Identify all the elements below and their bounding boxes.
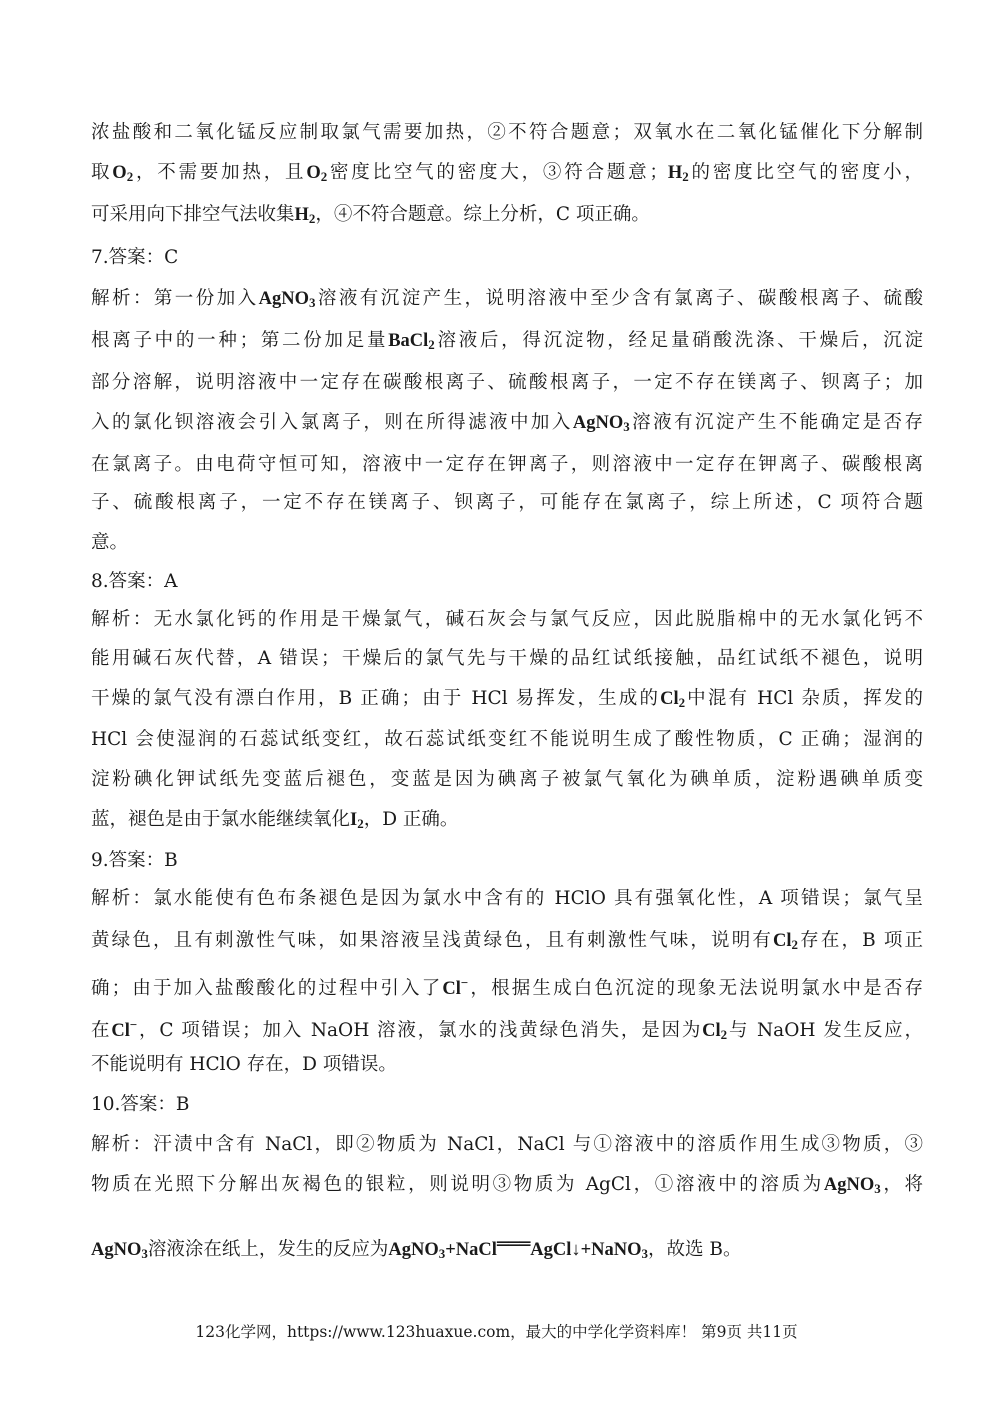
text-run: 确；由于加入盐酸酸化的过程中引入了: [91, 978, 443, 999]
formula-superscript: −: [129, 1017, 138, 1032]
chemical-formula: [530, 1240, 648, 1260]
text-run: ，根据生成白色沉淀的现象无法说明氯水中是否存: [468, 978, 923, 999]
formula-main: Cl: [773, 931, 792, 951]
formula-subscript: 2: [308, 211, 316, 226]
text-run: 浓盐酸和二氧化锰反应制取氯气需要加热，②不符合题意；双氧水在二氧化锰催化下分解制: [91, 122, 923, 143]
text-run: 解析：汗渍中含有 NaCl，即②物质为 NaCl，NaCl 与①溶液中的溶质作用生成③物质，③: [91, 1134, 923, 1155]
text-line: [91, 203, 923, 231]
text-run: 意。: [91, 532, 129, 553]
text-line: [91, 647, 923, 671]
text-run: 能用碱石灰代替，A 错误；干燥后的氯气先与干燥的品红试纸接触，品红试纸不褪色，说明: [91, 648, 923, 669]
chemical-formula: [350, 810, 364, 830]
formula-subscript: 2: [720, 1027, 728, 1042]
text-run: 子、硫酸根离子，一定不存在镁离子、钡离子，可能存在氯离子，综上所述，C 项符合题: [91, 492, 923, 513]
text-run: 部分溶解，说明溶液中一定存在碳酸根离子、硫酸根离子，一定不存在镁离子、钡离子；加: [91, 372, 923, 393]
text-run: 解析：无水氯化钙的作用是干燥氯气，碱石灰会与氯气反应，因此脱脂棉中的无水氯化钙不: [91, 609, 923, 630]
text-run: ，故选 B。: [648, 1239, 742, 1260]
formula-main: H: [294, 205, 309, 225]
text-run: 溶液有沉淀产生不能确定是否存: [629, 412, 923, 433]
text-run: 溶液涂在纸上，发生的反应为: [147, 1239, 389, 1260]
text-line: [91, 1093, 923, 1117]
text-run: 解析：氯水能使有色布条褪色是因为氯水中含有的 HClO 具有强氧化性，A 项错误；氯气呈: [91, 888, 923, 909]
formula-main: +NaCl: [445, 1240, 497, 1260]
text-line: [91, 531, 923, 555]
text-line: [91, 608, 923, 632]
formula-subscript: 3: [623, 419, 630, 434]
formula-main: Cl: [702, 1021, 721, 1041]
text-run: HCl 会使湿润的石蕊试纸变红，故石蕊试纸变红不能说明生成了酸性物质，C 正确；湿润的: [91, 729, 923, 750]
text-run: 密度比空气的密度大，③符合题意；: [327, 162, 668, 183]
text-run: 不能说明有 HClO 存在，D 项错误。: [91, 1054, 397, 1075]
chemical-formula: [112, 163, 133, 183]
chemical-formula: [773, 931, 798, 951]
text-run: 10.答案：B: [91, 1094, 190, 1115]
text-run: 在氯离子。由电荷守恒可知，溶液中一定存在钾离子，则溶液中一定存在钾离子、碳酸根离: [91, 454, 923, 475]
text-run: ，不需要加热，且: [133, 162, 307, 183]
text-run: 可采用向下排空气法收集: [91, 204, 295, 225]
text-run: ，C 项错误；加入 NaOH 溶液，氯水的浅黄绿色消失，是因为: [137, 1020, 703, 1041]
text-run: 存在，B 项正: [798, 930, 923, 951]
text-line: [91, 121, 923, 145]
formula-subscript: 3: [141, 1246, 148, 1261]
formula-subscript: 2: [428, 337, 435, 352]
chemical-formula: [295, 205, 316, 225]
formula-subscript: 2: [678, 695, 686, 710]
text-run: 干燥的氯气没有漂白作用，B 正确；由于 HCl 易挥发，生成的: [91, 688, 661, 709]
chemical-formula: [668, 163, 689, 183]
text-line: [91, 161, 923, 189]
text-run: 的密度比空气的密度小，: [688, 162, 923, 183]
formula-main: H: [667, 163, 683, 183]
text-line: [91, 1133, 923, 1157]
text-run: 中混有 HCl 杂质，挥发的: [685, 688, 923, 709]
text-run: 溶液后，得沉淀物，经足量硝酸洗涤、干燥后，沉淀: [434, 330, 923, 351]
text-line: [91, 687, 923, 715]
text-line: [91, 1013, 923, 1047]
chemical-formula: [91, 1240, 148, 1260]
text-line: [91, 287, 923, 315]
text-run: 与 NaOH 发生反应，: [727, 1020, 923, 1041]
text-line: [91, 1173, 923, 1201]
text-run: 9.答案：B: [91, 850, 178, 871]
formula-main: I: [350, 810, 358, 830]
chemical-formula: [306, 163, 327, 183]
chemical-formula: [445, 1240, 497, 1260]
text-line: [91, 929, 923, 957]
chemical-formula: [388, 1240, 445, 1260]
formula-main: Cl: [660, 689, 679, 709]
text-run: ，D 正确。: [363, 809, 459, 830]
text-line: [91, 728, 923, 752]
chemical-formula: [111, 1017, 138, 1041]
text-line: [91, 453, 923, 477]
formula-main: Cl: [111, 1021, 130, 1041]
formula-main: O: [112, 163, 127, 183]
text-line: [91, 808, 923, 836]
text-line: [91, 768, 923, 792]
formula-main: BaCl: [388, 331, 429, 351]
formula-main: Cl: [442, 979, 461, 999]
formula-main: AgNO: [388, 1240, 439, 1260]
formula-main: AgNO: [91, 1240, 142, 1260]
text-line: [91, 570, 923, 594]
formula-main: AgNO: [572, 413, 624, 433]
text-run: 解析：第一份加入: [91, 288, 259, 309]
chemical-formula: [702, 1021, 727, 1041]
text-run: 物质在光照下分解出灰褐色的银粒，则说明③物质为 AgCl，①溶液中的溶质为: [91, 1174, 824, 1195]
formula-subscript: 2: [126, 169, 134, 184]
text-line: [91, 246, 923, 270]
text-run: 根离子中的一种；第二份加足量: [91, 330, 389, 351]
text-line: [91, 491, 923, 515]
text-line: [91, 329, 923, 357]
formula-subscript: 2: [320, 169, 328, 184]
reaction-equals-sign: ═══: [496, 1234, 531, 1255]
chemical-formula: [824, 1175, 881, 1195]
text-run: 在: [91, 1020, 112, 1041]
chemical-formula: [660, 689, 685, 709]
formula-main: AgNO: [823, 1175, 875, 1195]
formula-subscript: 3: [874, 1181, 881, 1196]
formula-main: AgCl↓+NaNO: [530, 1240, 642, 1260]
text-run: ，④不符合题意。综上分析，C 项正确。: [315, 204, 650, 225]
text-line: [91, 849, 923, 873]
text-run: 入的氯化钡溶液会引入氯离子，则在所得滤液中加入: [91, 412, 573, 433]
formula-subscript: 3: [641, 1246, 649, 1261]
formula-superscript: −: [460, 975, 469, 990]
text-run: ，将: [880, 1174, 923, 1195]
page-footer: 123化学网，https://www.123huaxue.com，最大的中学化学资料库！ 第9页 共11页: [195, 1323, 798, 1341]
formula-main: O: [306, 163, 321, 183]
text-run: 8.答案：A: [91, 571, 178, 592]
formula-subscript: 3: [438, 1246, 446, 1261]
formula-subscript: 2: [357, 816, 364, 831]
text-run: 黄绿色，且有刺激性气味，如果溶液呈浅黄绿色，且有刺激性气味，说明有: [91, 930, 774, 951]
text-line: [91, 411, 923, 439]
chemical-formula: [573, 413, 630, 433]
chemical-formula: [442, 975, 469, 999]
formula-subscript: 2: [791, 937, 798, 952]
text-run: 溶液有沉淀产生，说明溶液中至少含有氯离子、碳酸根离子、硫酸: [315, 288, 923, 309]
text-line: [91, 1053, 923, 1077]
formula-subscript: 2: [682, 169, 689, 184]
chemical-formula: [388, 331, 435, 351]
text-line: [91, 887, 923, 911]
formula-main: AgNO: [258, 289, 309, 309]
text-run: 取: [91, 162, 113, 183]
text-line: [91, 971, 923, 1001]
text-run: 7.答案：C: [91, 247, 179, 268]
text-line: [91, 371, 923, 395]
text-run: 淀粉碘化钾试纸先变蓝后褪色，变蓝是因为碘离子被氯气氧化为碘单质，淀粉遇碘单质变: [91, 769, 923, 790]
chemical-formula: [259, 289, 316, 309]
text-run: 蓝，褪色是由于氯水能继续氧化: [91, 809, 351, 830]
text-line: [91, 1233, 923, 1266]
formula-subscript: 3: [308, 295, 316, 310]
